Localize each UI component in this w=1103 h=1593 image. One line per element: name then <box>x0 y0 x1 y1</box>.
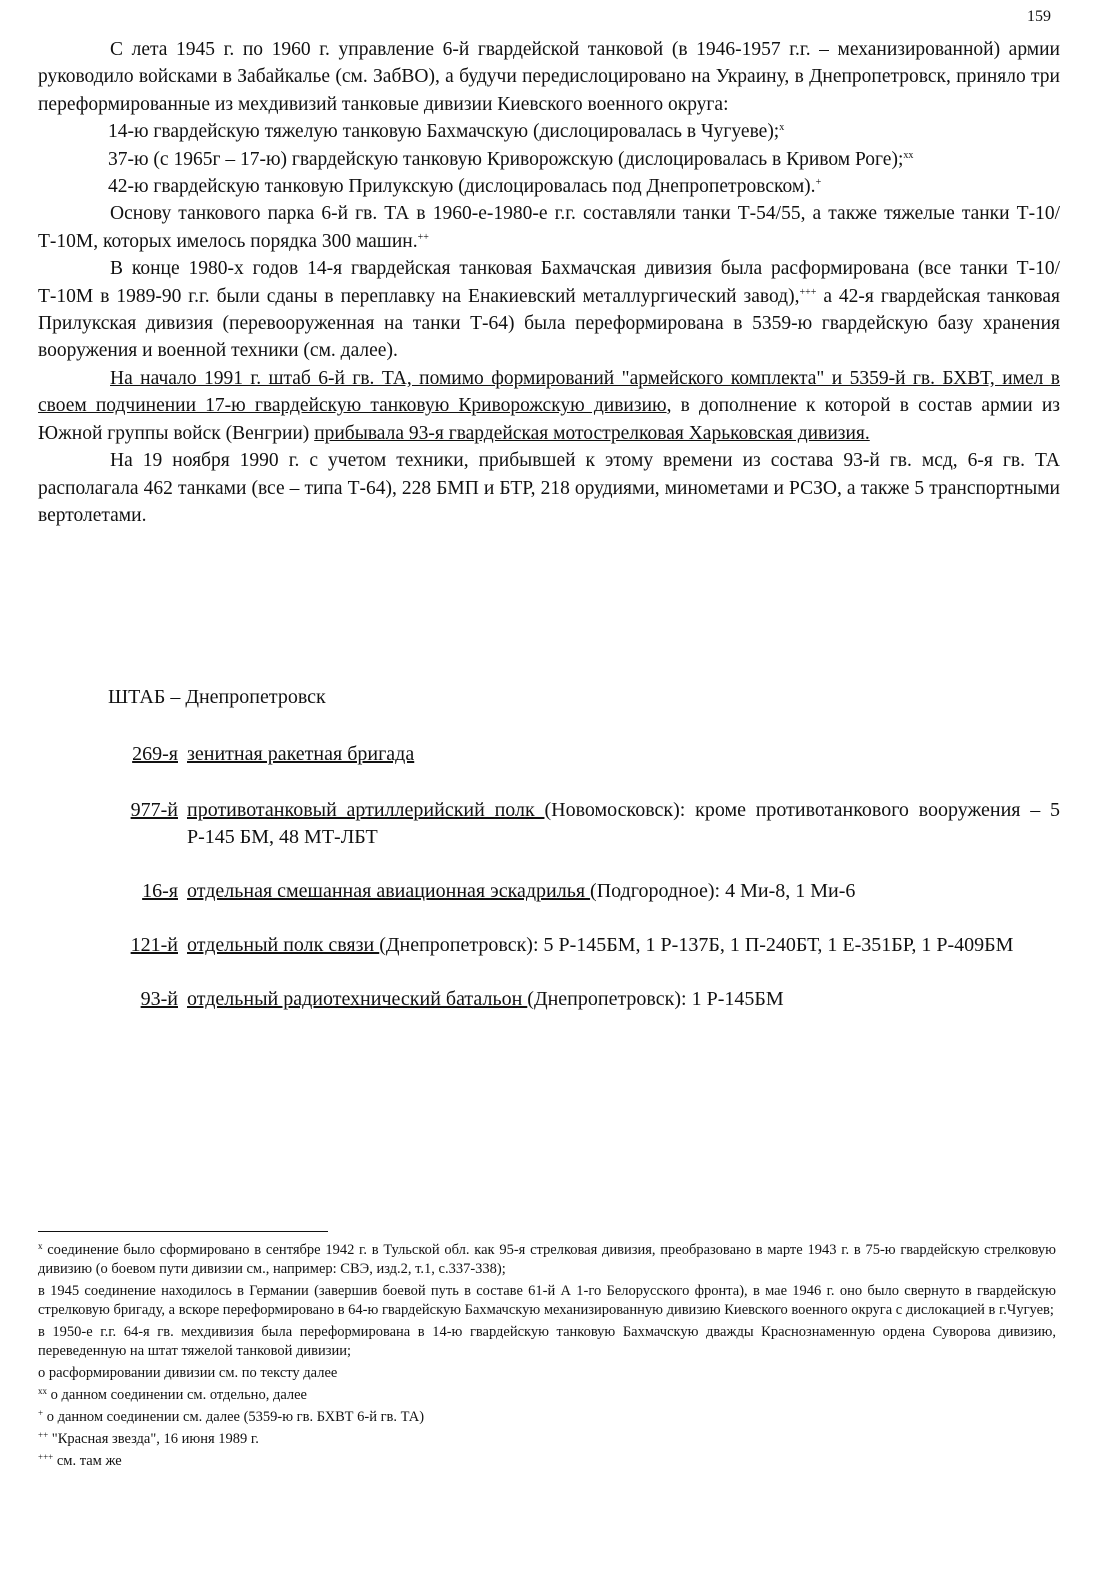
footnotes <box>38 1241 1056 1474</box>
paragraph <box>38 255 1060 365</box>
paragraph-text: Основу танкового парка 6-й гв. ТА в 1960-е-1980-е г.г. составляли танки Т-54/55, а также тяжелые танки Т-10/Т-10М, которых имелось порядка 300 машин. <box>38 203 1060 252</box>
unit-entry <box>100 741 1060 768</box>
unit-description <box>178 741 1060 768</box>
paragraph-text: а 42-я гвардейская танковая Прилукская дивизия (перевооруженная на танки Т-64) была переформирована в 5359-ю гвардейскую базу хранения вооружения и военной техники (см. далее). <box>38 285 1061 362</box>
footnote-text: "Красная звезда", 16 июня 1989 г. <box>48 1431 259 1447</box>
unit-details: (Новомосковск): кроме противотанкового вооружения – 5 Р-145 БМ, 48 МТ-ЛБТ <box>187 799 1060 848</box>
footnote <box>38 1452 1056 1471</box>
unit-entry <box>100 932 1060 959</box>
footnote-text: соединение было сформировано в сентябре 1942 г. в Тульской обл. как 95-я стрелковая дивизия, преобразовано в марте 1943 г. в 75-ю гвардейскую стрелковую дивизию (о боевом пути дивизии см., например: СВЭ, изд.2, т.1, с.337-338); <box>38 1242 1056 1277</box>
footnote <box>38 1386 1056 1405</box>
underlined-text: прибывала 93-я гвардейская мотострелковая Харьковская дивизия. <box>314 422 870 444</box>
unit-entry <box>100 797 1060 851</box>
unit-description <box>178 932 1060 959</box>
underlined-text: На начало 1991 г. штаб 6-й гв. ТА, помимо формирований "армейского комплекта" и 5359-й гв. БХВТ, имел в своем подчинении 17-ю гвардейскую танковую Криворожскую дивизию <box>38 367 1060 417</box>
list-item-text: 37-ю (с 1965г – 17-ю) гвардейскую танковую Криворожскую (дислоцировалась в Кривом Роге); <box>108 148 904 170</box>
unit-name: зенитная ракетная бригада <box>187 743 415 765</box>
paragraph-text: , в дополнение к которой в состав армии из Южной группы войск (Венгрии) <box>38 395 1060 444</box>
paragraph <box>38 200 1060 255</box>
unit-name: отдельная смешанная авиационная эскадрилья <box>187 880 591 902</box>
unit-number: 121-й <box>130 934 178 956</box>
list-item <box>38 118 1060 145</box>
footnote: в 1945 соединение находилось в Германии (завершив боевой путь в составе 61-й А 1-го Белорусского фронта), в мае 1946 г. оно было свернуто в гвардейскую стрелковую бригаду, а вскоре переформировано в 64-ю гвардейскую Бахмачскую механизированную дивизию Киевского военного округа с дислокацией в г.Чугуев; <box>38 1283 1056 1318</box>
main-text <box>38 36 1060 529</box>
unit-description <box>178 878 1060 905</box>
paragraph <box>38 365 1060 447</box>
list-item-text: 42-ю гвардейскую танковую Прилукскую (дислоцировалась под Днепропетровском). <box>108 176 816 198</box>
unit-details: (Днепропетровск): 5 Р-145БМ, 1 Р-137Б, 1 П-240БТ, 1 Е-351БР, 1 Р-409БМ <box>379 934 1014 956</box>
footnote-mark: +++ <box>38 1452 54 1462</box>
list-item <box>38 173 1060 200</box>
unit-number: 269-я <box>132 743 178 765</box>
unit-description <box>178 986 1060 1013</box>
unit-name: противотанковый артиллерийский полк <box>187 799 545 821</box>
list-item <box>38 146 1060 173</box>
unit-entry <box>100 986 1060 1013</box>
footnote-ref: + <box>815 177 822 189</box>
footnote-ref: x <box>779 122 785 134</box>
footnote-text: о данном соединении см. отдельно, далее <box>47 1387 307 1403</box>
paragraph: С лета 1945 г. по 1960 г. управление 6-й гвардейской танковой (в 1946-1957 г.г. – механизированной) армии руководило войсками в Забайкалье (см. ЗабВО), а будучи передислоцировано на Украину, в Днепропетровск, приняло три переформированные из мехдивизий танковые дивизии Киевского военного округа: <box>38 39 1060 115</box>
page-number: 159 <box>1027 8 1051 25</box>
footnote-text: о данном соединении см. далее (5359-ю гв. БХВТ 6-й гв. ТА) <box>43 1409 425 1425</box>
footnote: в 1950-е г.г. 64-я гв. мехдивизия была переформирована в 14-ю гвардейскую танковую Бахмачскую дважды Краснознаменную ордена Суворова дивизию, переведенную на штат тяжелой танковой дивизии; <box>38 1324 1056 1359</box>
unit-number: 93-й <box>140 988 178 1010</box>
unit-details: (Днепропетровск): 1 Р-145БМ <box>527 988 784 1010</box>
footnote <box>38 1408 1056 1427</box>
footnote <box>38 1430 1056 1449</box>
footnote <box>38 1241 1056 1279</box>
footnote-ref: ++ <box>417 231 429 243</box>
unit-entry <box>100 878 1060 905</box>
unit-name: отдельный полк связи <box>187 934 380 956</box>
unit-details: (Подгородное): 4 Ми-8, 1 Ми-6 <box>590 880 856 902</box>
unit-name: отдельный радиотехнический батальон <box>187 988 528 1010</box>
paragraph: На 19 ноября 1990 г. с учетом техники, прибывшей к этому времени из состава 93-й гв. мсд, 6-я гв. ТА располагала 462 танками (все – типа Т-64), 228 БМП и БТР, 218 орудиями, минометами и РСЗО, а также 5 транспортными вертолетами. <box>38 450 1060 526</box>
paragraph-text: В конце 1980-х годов 14-я гвардейская танковая Бахмачская дивизия была расформирована (все танки Т-10/Т-10М в 1989-90 г.г. были сданы в переплавку на Енакиевский металлургический завод), <box>38 258 1060 307</box>
list-item-text: 14-ю гвардейскую тяжелую танковую Бахмачскую (дислоцировалась в Чугуеве); <box>108 121 780 143</box>
footnote-divider <box>38 1231 328 1232</box>
footnote-ref: xx <box>903 149 914 161</box>
footnote-mark: + <box>38 1408 44 1418</box>
unit-description <box>178 797 1060 851</box>
footnote: о расформировании дивизии см. по тексту далее <box>38 1365 338 1381</box>
unit-number: 16-я <box>142 880 178 902</box>
footnote-mark: x <box>38 1241 43 1251</box>
footnote-ref: +++ <box>799 286 817 298</box>
footnote-mark: ++ <box>38 1430 49 1440</box>
footnote-text: см. там же <box>53 1453 122 1469</box>
unit-number: 977-й <box>130 799 178 821</box>
hq-heading: ШТАБ – Днепропетровск <box>108 686 326 708</box>
footnote-mark: xx <box>38 1386 47 1396</box>
